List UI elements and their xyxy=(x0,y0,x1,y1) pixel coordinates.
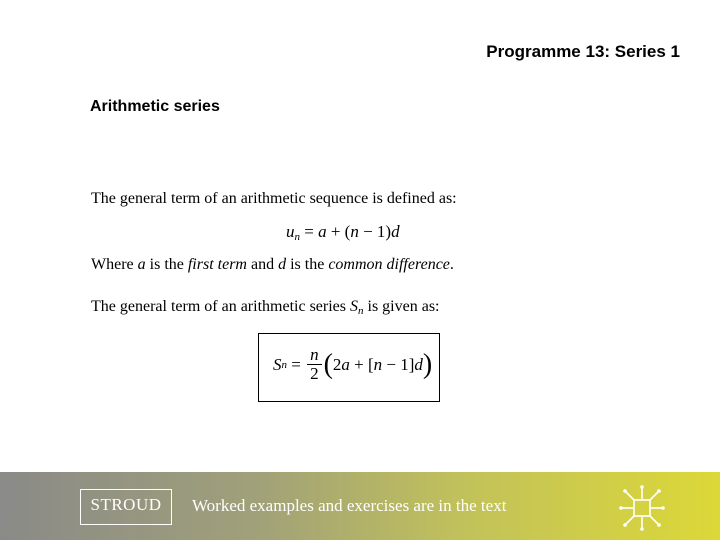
formula2-open-paren: ( xyxy=(323,348,333,380)
where-d: d xyxy=(278,256,287,273)
common-difference-label: common difference xyxy=(328,256,450,273)
formula-n: n xyxy=(350,222,359,241)
navigation-star-icon[interactable] xyxy=(618,484,666,532)
formula-minus-one: − 1) xyxy=(358,222,392,241)
footer-note: Worked examples and exercises are in the text xyxy=(192,496,507,515)
where-and: and xyxy=(246,256,279,273)
formula2-n: n xyxy=(373,354,383,374)
formula-u-subscript: n xyxy=(294,231,300,243)
formula2-S: S xyxy=(273,354,282,374)
where-is-the-2: is the xyxy=(286,256,329,273)
series-text-rest: is given as: xyxy=(363,298,440,315)
series-definition-text xyxy=(91,298,440,316)
where-word: Where xyxy=(91,256,138,273)
formula2-minus-one: − 1] xyxy=(382,354,415,374)
series-text-lead: The general term of an arithmetic series xyxy=(91,298,350,315)
where-is-the: is the xyxy=(145,256,188,273)
formula2-a: a xyxy=(341,354,350,374)
where-period: . xyxy=(449,256,454,273)
stroud-logo xyxy=(80,489,172,525)
series-formula: S n = $\frac{n}{2}$ ( 2 a + [ n − 1] d ) xyxy=(273,345,433,383)
programme-title: Programme 13: Series 1 xyxy=(486,42,680,61)
first-term-label: first term xyxy=(187,256,247,273)
formula2-numerator: n xyxy=(307,346,322,365)
formula-u: u xyxy=(286,222,295,241)
where-a: a xyxy=(137,256,146,273)
formula-d: d xyxy=(391,222,400,241)
formula2-d: d xyxy=(414,354,423,374)
formula-a: a xyxy=(318,222,327,241)
stroud-label: STROUD xyxy=(90,495,162,514)
formula2-two: 2 xyxy=(332,354,342,374)
footer-bar xyxy=(0,472,720,540)
formula-plus-paren: + ( xyxy=(326,222,351,241)
series-S: S xyxy=(350,298,358,315)
series-formula-box xyxy=(258,333,440,402)
section-title: Arithmetic series xyxy=(90,98,220,115)
formula2-denominator: 2 xyxy=(310,364,319,383)
where-text xyxy=(91,256,454,274)
formula2-fraction xyxy=(307,346,322,383)
formula-equals: = xyxy=(300,222,319,241)
series-S-subscript: n xyxy=(358,305,364,317)
formula2-plus-bracket: + [ xyxy=(349,354,374,374)
formula2-close-paren: ) xyxy=(422,348,433,380)
sequence-definition-text: The general term of an arithmetic sequence is defined as: xyxy=(91,190,457,207)
formula2-equals: = xyxy=(287,354,306,374)
sequence-formula xyxy=(286,222,400,242)
